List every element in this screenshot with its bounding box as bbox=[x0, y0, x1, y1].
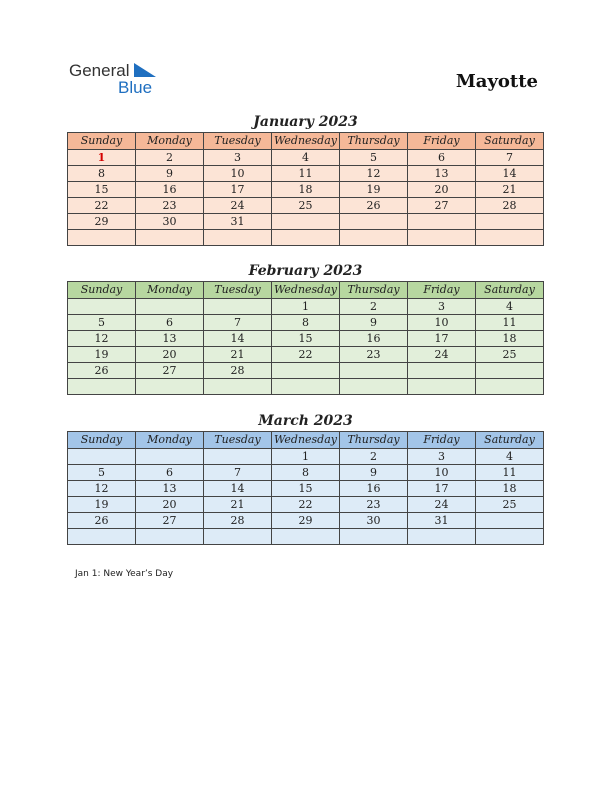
day-cell: 27 bbox=[136, 363, 204, 379]
calendar-grid bbox=[67, 431, 544, 545]
month-title: January 2023 bbox=[253, 114, 358, 130]
logo-text-general: General bbox=[69, 61, 130, 80]
day-cell: 7 bbox=[476, 150, 544, 166]
day-cell: 11 bbox=[476, 315, 544, 331]
day-cell: 9 bbox=[340, 315, 408, 331]
day-cell: 4 bbox=[476, 299, 544, 315]
day-cell: 23 bbox=[340, 497, 408, 513]
week-row bbox=[68, 529, 544, 545]
day-cell: 3 bbox=[408, 299, 476, 315]
day-cell bbox=[272, 214, 340, 230]
week-row bbox=[68, 331, 544, 347]
day-cell: 23 bbox=[340, 347, 408, 363]
day-cell: 1 bbox=[272, 449, 340, 465]
day-cell: 5 bbox=[340, 150, 408, 166]
day-cell: 28 bbox=[204, 513, 272, 529]
holiday-day-cell: 1 bbox=[68, 150, 136, 166]
day-cell bbox=[340, 529, 408, 545]
day-cell: 13 bbox=[136, 481, 204, 497]
month-calendar-february bbox=[67, 261, 544, 395]
weekday-header: Saturday bbox=[476, 282, 544, 299]
weekday-header: Tuesday bbox=[204, 282, 272, 299]
holiday-notes: Jan 1: New Year’s Day bbox=[75, 569, 174, 579]
day-cell: 9 bbox=[136, 166, 204, 182]
weekday-header: Thursday bbox=[340, 282, 408, 299]
day-cell: 15 bbox=[272, 331, 340, 347]
week-row bbox=[68, 198, 544, 214]
day-cell: 10 bbox=[204, 166, 272, 182]
day-cell: 10 bbox=[408, 465, 476, 481]
day-cell: 2 bbox=[136, 150, 204, 166]
day-cell: 11 bbox=[272, 166, 340, 182]
day-cell: 16 bbox=[340, 331, 408, 347]
day-cell: 24 bbox=[408, 347, 476, 363]
weekday-header: Thursday bbox=[340, 432, 408, 449]
day-cell: 18 bbox=[272, 182, 340, 198]
week-row bbox=[68, 347, 544, 363]
day-cell: 28 bbox=[476, 198, 544, 214]
day-cell: 22 bbox=[272, 347, 340, 363]
weekday-header-row bbox=[68, 432, 544, 449]
month-calendar-march bbox=[67, 411, 544, 545]
day-cell bbox=[136, 230, 204, 246]
day-cell: 8 bbox=[272, 315, 340, 331]
logo-triangle-icon bbox=[134, 63, 156, 77]
generalblue-logo bbox=[69, 61, 159, 97]
day-cell: 14 bbox=[204, 481, 272, 497]
day-cell: 24 bbox=[204, 198, 272, 214]
day-cell: 19 bbox=[340, 182, 408, 198]
day-cell bbox=[476, 363, 544, 379]
weekday-header: Sunday bbox=[68, 282, 136, 299]
weekday-header: Thursday bbox=[340, 133, 408, 150]
day-cell: 16 bbox=[136, 182, 204, 198]
day-cell: 21 bbox=[204, 497, 272, 513]
day-cell bbox=[272, 529, 340, 545]
day-cell bbox=[408, 379, 476, 395]
day-cell: 27 bbox=[136, 513, 204, 529]
day-cell: 14 bbox=[204, 331, 272, 347]
day-cell: 19 bbox=[68, 347, 136, 363]
day-cell bbox=[340, 379, 408, 395]
weekday-header: Monday bbox=[136, 282, 204, 299]
week-row bbox=[68, 465, 544, 481]
day-cell: 26 bbox=[68, 363, 136, 379]
week-row bbox=[68, 513, 544, 529]
day-cell: 21 bbox=[476, 182, 544, 198]
day-cell: 26 bbox=[340, 198, 408, 214]
day-cell: 17 bbox=[408, 481, 476, 497]
day-cell: 5 bbox=[68, 315, 136, 331]
day-cell: 13 bbox=[136, 331, 204, 347]
day-cell bbox=[204, 230, 272, 246]
weekday-header: Tuesday bbox=[204, 432, 272, 449]
day-cell bbox=[340, 230, 408, 246]
weekday-header: Wednesday bbox=[272, 282, 340, 299]
day-cell: 4 bbox=[476, 449, 544, 465]
day-cell: 17 bbox=[204, 182, 272, 198]
day-cell bbox=[408, 214, 476, 230]
day-cell: 22 bbox=[272, 497, 340, 513]
day-cell: 30 bbox=[136, 214, 204, 230]
day-cell bbox=[408, 230, 476, 246]
day-cell bbox=[408, 363, 476, 379]
day-cell bbox=[272, 363, 340, 379]
day-cell: 8 bbox=[272, 465, 340, 481]
day-cell: 7 bbox=[204, 465, 272, 481]
day-cell bbox=[272, 379, 340, 395]
month-title: February 2023 bbox=[248, 263, 363, 279]
day-cell: 2 bbox=[340, 449, 408, 465]
logo-text-blue: Blue bbox=[118, 78, 153, 97]
day-cell: 25 bbox=[476, 497, 544, 513]
week-row bbox=[68, 379, 544, 395]
day-cell bbox=[476, 513, 544, 529]
day-cell: 26 bbox=[68, 513, 136, 529]
day-cell: 12 bbox=[340, 166, 408, 182]
day-cell bbox=[136, 449, 204, 465]
day-cell bbox=[340, 214, 408, 230]
calendar-grid bbox=[67, 281, 544, 395]
day-cell: 3 bbox=[204, 150, 272, 166]
day-cell: 20 bbox=[136, 347, 204, 363]
day-cell: 31 bbox=[204, 214, 272, 230]
day-cell bbox=[68, 449, 136, 465]
day-cell bbox=[408, 529, 476, 545]
day-cell: 20 bbox=[136, 497, 204, 513]
day-cell bbox=[136, 529, 204, 545]
weekday-header: Tuesday bbox=[204, 133, 272, 150]
week-row bbox=[68, 182, 544, 198]
day-cell: 7 bbox=[204, 315, 272, 331]
weekday-header: Sunday bbox=[68, 432, 136, 449]
calendar-grid bbox=[67, 132, 544, 246]
day-cell: 15 bbox=[68, 182, 136, 198]
week-row bbox=[68, 150, 544, 166]
day-cell: 27 bbox=[408, 198, 476, 214]
day-cell: 24 bbox=[408, 497, 476, 513]
month-calendar-january bbox=[67, 112, 544, 246]
day-cell bbox=[340, 363, 408, 379]
day-cell bbox=[68, 379, 136, 395]
day-cell bbox=[476, 379, 544, 395]
weekday-header: Monday bbox=[136, 432, 204, 449]
weekday-header: Sunday bbox=[68, 133, 136, 150]
day-cell bbox=[68, 529, 136, 545]
weekday-header: Saturday bbox=[476, 133, 544, 150]
day-cell: 10 bbox=[408, 315, 476, 331]
weekday-header: Friday bbox=[408, 133, 476, 150]
day-cell: 28 bbox=[204, 363, 272, 379]
week-row bbox=[68, 497, 544, 513]
day-cell: 21 bbox=[204, 347, 272, 363]
day-cell: 22 bbox=[68, 198, 136, 214]
day-cell: 13 bbox=[408, 166, 476, 182]
day-cell: 25 bbox=[272, 198, 340, 214]
day-cell: 12 bbox=[68, 481, 136, 497]
day-cell: 18 bbox=[476, 481, 544, 497]
day-cell: 31 bbox=[408, 513, 476, 529]
week-row bbox=[68, 230, 544, 246]
weekday-header-row bbox=[68, 282, 544, 299]
week-row bbox=[68, 363, 544, 379]
day-cell: 19 bbox=[68, 497, 136, 513]
day-cell: 16 bbox=[340, 481, 408, 497]
day-cell bbox=[136, 299, 204, 315]
day-cell bbox=[204, 379, 272, 395]
week-row bbox=[68, 166, 544, 182]
day-cell bbox=[204, 529, 272, 545]
day-cell: 6 bbox=[136, 315, 204, 331]
day-cell: 12 bbox=[68, 331, 136, 347]
week-row bbox=[68, 481, 544, 497]
weekday-header: Wednesday bbox=[272, 133, 340, 150]
day-cell bbox=[136, 379, 204, 395]
day-cell: 5 bbox=[68, 465, 136, 481]
weekday-header: Monday bbox=[136, 133, 204, 150]
week-row bbox=[68, 449, 544, 465]
day-cell: 3 bbox=[408, 449, 476, 465]
day-cell bbox=[476, 230, 544, 246]
weekday-header: Friday bbox=[408, 282, 476, 299]
day-cell: 29 bbox=[272, 513, 340, 529]
weekday-header: Wednesday bbox=[272, 432, 340, 449]
day-cell bbox=[68, 230, 136, 246]
day-cell: 20 bbox=[408, 182, 476, 198]
day-cell bbox=[476, 529, 544, 545]
day-cell: 15 bbox=[272, 481, 340, 497]
day-cell bbox=[68, 299, 136, 315]
day-cell: 1 bbox=[272, 299, 340, 315]
day-cell bbox=[204, 299, 272, 315]
day-cell: 6 bbox=[408, 150, 476, 166]
day-cell: 2 bbox=[340, 299, 408, 315]
day-cell: 23 bbox=[136, 198, 204, 214]
day-cell: 11 bbox=[476, 465, 544, 481]
day-cell: 25 bbox=[476, 347, 544, 363]
country-title: Mayotte bbox=[455, 71, 538, 92]
day-cell: 29 bbox=[68, 214, 136, 230]
day-cell: 30 bbox=[340, 513, 408, 529]
weekday-header: Friday bbox=[408, 432, 476, 449]
day-cell: 14 bbox=[476, 166, 544, 182]
week-row bbox=[68, 299, 544, 315]
day-cell bbox=[272, 230, 340, 246]
weekday-header: Saturday bbox=[476, 432, 544, 449]
day-cell: 9 bbox=[340, 465, 408, 481]
month-title: March 2023 bbox=[258, 413, 353, 429]
week-row bbox=[68, 315, 544, 331]
day-cell: 18 bbox=[476, 331, 544, 347]
weekday-header-row bbox=[68, 133, 544, 150]
day-cell bbox=[476, 214, 544, 230]
day-cell: 4 bbox=[272, 150, 340, 166]
day-cell: 17 bbox=[408, 331, 476, 347]
day-cell: 6 bbox=[136, 465, 204, 481]
week-row bbox=[68, 214, 544, 230]
day-cell bbox=[204, 449, 272, 465]
day-cell: 8 bbox=[68, 166, 136, 182]
